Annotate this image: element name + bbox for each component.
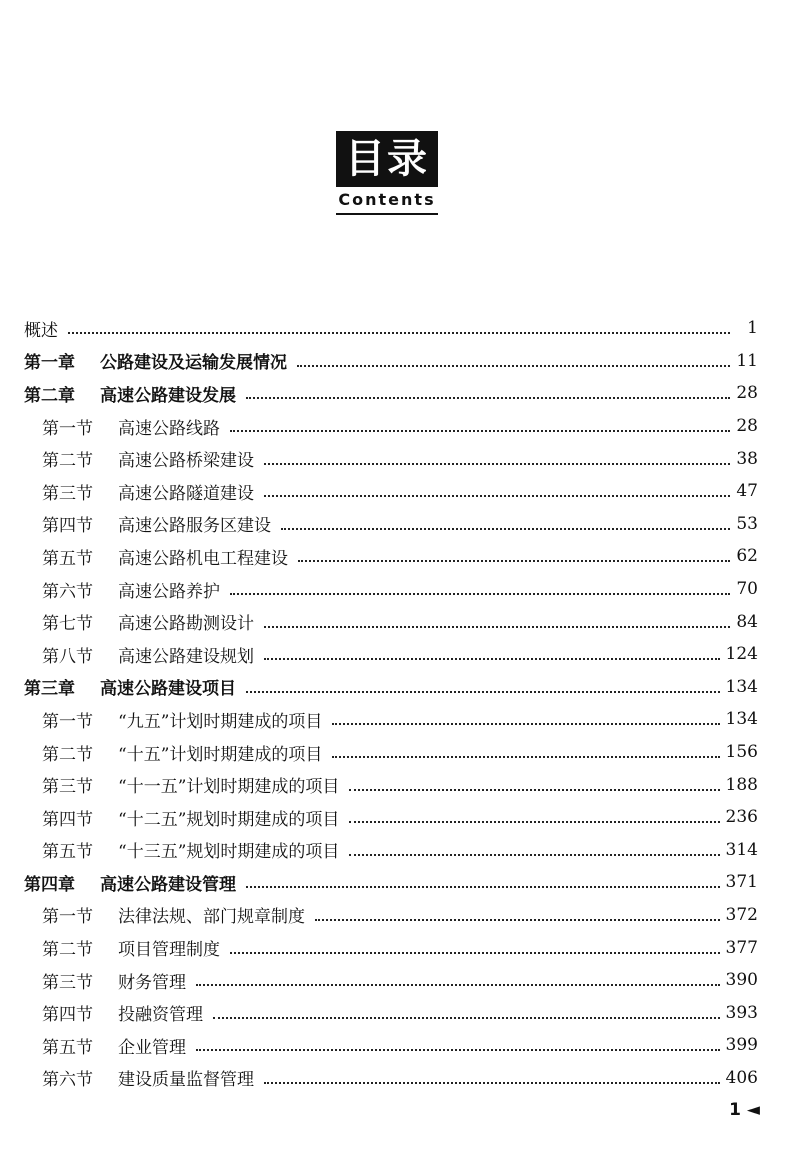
toc-entry-page: 372 — [725, 904, 758, 925]
toc-entry-title: 法律法规、部门规章制度 — [118, 907, 305, 928]
toc-section-row[interactable] — [24, 768, 758, 801]
toc-entry-label: 第六节 — [42, 1070, 93, 1091]
toc-entry-title: 高速公路勘测设计 — [118, 614, 254, 635]
dot-leader — [332, 723, 719, 725]
toc-entry-page: 62 — [736, 546, 758, 567]
dot-leader — [196, 984, 720, 986]
toc-entry-page: 70 — [736, 579, 758, 600]
dot-leader — [349, 789, 719, 791]
toc-section-row[interactable] — [24, 996, 758, 1029]
dot-leader — [281, 528, 730, 530]
toc-entry-title: 公路建设及运输发展情况 — [100, 353, 287, 374]
toc-section-row[interactable] — [24, 1029, 758, 1062]
dot-leader — [332, 756, 719, 758]
dot-leader — [246, 886, 720, 888]
page-number: 1 ◄ — [729, 1100, 760, 1120]
toc-entry-label: 第五节 — [42, 548, 93, 569]
toc-entry-page: 156 — [725, 742, 758, 763]
title-underline — [336, 213, 438, 215]
toc-entry-title: “十一五”计划时期建成的项目 — [118, 777, 340, 798]
toc-section-row[interactable] — [24, 508, 758, 541]
toc-entry-page: 38 — [736, 448, 758, 469]
toc-entry-page: 371 — [725, 872, 758, 893]
toc-entry-page: 134 — [725, 676, 758, 697]
toc-entry-title: 高速公路隧道建设 — [118, 483, 254, 504]
toc-chapter-row[interactable] — [24, 866, 758, 899]
toc-entry-title: “十二五”规划时期建成的项目 — [118, 809, 340, 830]
toc-entry-label: 第四节 — [42, 809, 93, 830]
toc-entry-label: 第一章 — [24, 353, 75, 374]
toc-entry-page: 399 — [725, 1035, 758, 1056]
dot-leader — [349, 854, 719, 856]
toc-entry-title: 高速公路建设发展 — [100, 385, 236, 406]
toc-entry-title: 财务管理 — [118, 972, 186, 993]
toc-entry-label: 第二节 — [42, 744, 93, 765]
toc-entry-page: 236 — [725, 807, 758, 828]
dot-leader — [264, 658, 720, 660]
toc-entry-label: 第三节 — [42, 777, 93, 798]
toc-section-row[interactable] — [24, 834, 758, 867]
toc-entry-page: 28 — [736, 383, 758, 404]
dot-leader — [230, 952, 720, 954]
toc-entry-label: 第二节 — [42, 451, 93, 472]
toc-section-row[interactable] — [24, 410, 758, 443]
dot-leader — [230, 593, 730, 595]
toc-entry-title: 概述 — [24, 320, 58, 341]
toc-entry-label: 第五节 — [42, 842, 93, 863]
toc-entry-label: 第一节 — [42, 711, 93, 732]
toc-entry-label: 第二节 — [42, 940, 93, 961]
toc-entry-label: 第四章 — [24, 874, 75, 895]
dot-leader — [264, 463, 730, 465]
toc-entry-label: 第三节 — [42, 972, 93, 993]
toc-entry-page: 406 — [725, 1067, 758, 1088]
toc-chapter-row[interactable] — [24, 312, 758, 345]
dot-leader — [213, 1017, 720, 1019]
toc-entry-label: 第五节 — [42, 1037, 93, 1058]
toc-entry-title: 高速公路养护 — [118, 581, 220, 602]
toc-entry-title: 高速公路线路 — [118, 418, 220, 439]
table-of-contents — [24, 312, 758, 1094]
toc-entry-title: 高速公路建设规划 — [118, 646, 254, 667]
toc-section-row[interactable] — [24, 964, 758, 997]
toc-entry-page: 314 — [725, 839, 758, 860]
toc-section-row[interactable] — [24, 475, 758, 508]
dot-leader — [264, 626, 730, 628]
toc-entry-page: 393 — [725, 1002, 758, 1023]
toc-entry-title: 企业管理 — [118, 1037, 186, 1058]
toc-section-row[interactable] — [24, 540, 758, 573]
toc-entry-page: 124 — [725, 644, 758, 665]
toc-entry-page: 1 — [747, 318, 758, 339]
toc-chapter-row[interactable] — [24, 345, 758, 378]
toc-entry-label: 第三节 — [42, 483, 93, 504]
toc-section-row[interactable] — [24, 442, 758, 475]
page-title: 目录 — [336, 131, 438, 187]
toc-section-row[interactable] — [24, 899, 758, 932]
toc-entry-label: 第四节 — [42, 1005, 93, 1026]
toc-entry-label: 第四节 — [42, 516, 93, 537]
page-subtitle: Contents — [338, 190, 436, 209]
toc-section-row[interactable] — [24, 931, 758, 964]
toc-entry-page: 28 — [736, 416, 758, 437]
toc-entry-title: 投融资管理 — [118, 1005, 203, 1026]
dot-leader — [315, 919, 720, 921]
toc-entry-label: 第三章 — [24, 679, 75, 700]
dot-leader — [349, 821, 719, 823]
toc-section-row[interactable] — [24, 736, 758, 769]
toc-entry-title: 高速公路机电工程建设 — [118, 548, 288, 569]
toc-section-row[interactable] — [24, 801, 758, 834]
toc-entry-title: 高速公路桥梁建设 — [118, 451, 254, 472]
toc-entry-page: 53 — [736, 513, 758, 534]
toc-entry-page: 390 — [725, 970, 758, 991]
toc-entry-title: 项目管理制度 — [118, 940, 220, 961]
toc-entry-title: “十三五”规划时期建成的项目 — [118, 842, 340, 863]
toc-chapter-row[interactable] — [24, 671, 758, 704]
toc-entry-title: 建设质量监督管理 — [118, 1070, 254, 1091]
dot-leader — [246, 691, 720, 693]
toc-chapter-row[interactable] — [24, 377, 758, 410]
dot-leader — [264, 1082, 720, 1084]
toc-section-row[interactable] — [24, 573, 758, 606]
toc-entry-label: 第二章 — [24, 385, 75, 406]
toc-entry-title: 高速公路服务区建设 — [118, 516, 271, 537]
toc-entry-label: 第一节 — [42, 907, 93, 928]
dot-leader — [230, 430, 730, 432]
toc-entry-page: 47 — [736, 481, 758, 502]
toc-entry-label: 第六节 — [42, 581, 93, 602]
toc-section-row[interactable] — [24, 1062, 758, 1095]
toc-section-row[interactable] — [24, 605, 758, 638]
toc-entry-page: 84 — [736, 611, 758, 632]
dot-leader — [68, 332, 730, 334]
toc-entry-label: 第七节 — [42, 614, 93, 635]
toc-entry-label: 第八节 — [42, 646, 93, 667]
dot-leader — [196, 1049, 720, 1051]
toc-entry-title: “十五”计划时期建成的项目 — [118, 744, 323, 765]
toc-section-row[interactable] — [24, 703, 758, 736]
dot-leader — [297, 365, 730, 367]
toc-entry-label: 第一节 — [42, 418, 93, 439]
toc-entry-page: 188 — [725, 774, 758, 795]
toc-entry-title: 高速公路建设项目 — [100, 679, 236, 700]
dot-leader — [298, 560, 730, 562]
toc-entry-page: 11 — [736, 350, 758, 371]
toc-section-row[interactable] — [24, 638, 758, 671]
toc-entry-page: 377 — [725, 937, 758, 958]
dot-leader — [264, 495, 730, 497]
toc-entry-page: 134 — [725, 709, 758, 730]
toc-entry-title: “九五”计划时期建成的项目 — [118, 711, 323, 732]
dot-leader — [246, 397, 730, 399]
toc-entry-title: 高速公路建设管理 — [100, 874, 236, 895]
